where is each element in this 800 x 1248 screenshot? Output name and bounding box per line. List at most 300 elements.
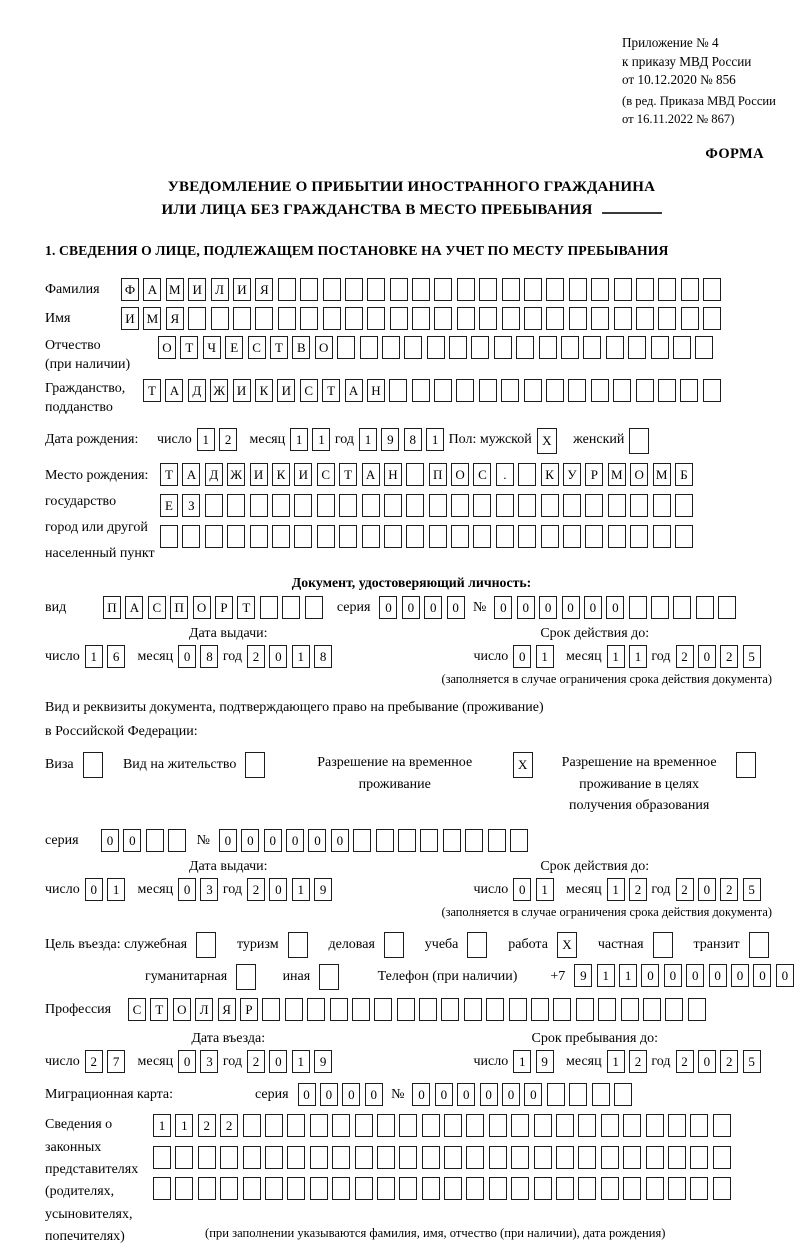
char-box-filled[interactable]: И [294, 463, 312, 486]
char-box-empty[interactable] [332, 1177, 350, 1200]
char-box-filled[interactable]: Т [160, 463, 178, 486]
char-box-empty[interactable] [390, 307, 408, 330]
char-box-empty[interactable] [643, 998, 661, 1021]
char-box-filled[interactable]: 5 [743, 645, 761, 668]
char-box-empty[interactable] [621, 998, 639, 1021]
char-box-empty[interactable] [673, 336, 691, 359]
char-box-filled[interactable]: 5 [743, 878, 761, 901]
given-name-input[interactable] [121, 307, 726, 330]
char-box-filled[interactable]: 0 [286, 829, 304, 852]
char-box-empty[interactable] [451, 494, 469, 517]
birth-place-row3-input[interactable] [160, 525, 697, 548]
char-box-filled[interactable]: Л [211, 278, 229, 301]
char-box-empty[interactable] [578, 1146, 596, 1169]
char-box-empty[interactable] [623, 1114, 641, 1137]
char-box-filled[interactable]: О [193, 596, 211, 619]
char-box-empty[interactable] [629, 596, 647, 619]
char-box-empty[interactable] [665, 998, 683, 1021]
char-box-empty[interactable] [553, 998, 571, 1021]
purpose-official-checkbox[interactable] [196, 932, 220, 958]
char-box-filled[interactable]: 0 [480, 1083, 498, 1106]
char-box-filled[interactable]: 9 [536, 1050, 554, 1073]
char-box-filled[interactable]: 1 [197, 428, 215, 451]
char-box-empty[interactable] [198, 1146, 216, 1169]
char-box-filled[interactable]: С [473, 463, 491, 486]
char-box-empty[interactable] [160, 525, 178, 548]
char-box-empty[interactable] [563, 525, 581, 548]
char-box-empty[interactable] [360, 336, 378, 359]
char-box-empty[interactable] [337, 336, 355, 359]
char-box-empty[interactable] [524, 307, 542, 330]
char-box-filled[interactable]: 1 [175, 1114, 193, 1137]
char-box-empty[interactable] [345, 278, 363, 301]
char-box-empty[interactable] [153, 1177, 171, 1200]
char-box-filled[interactable]: М [608, 463, 626, 486]
char-box-empty[interactable] [339, 494, 357, 517]
char-box-empty[interactable] [227, 525, 245, 548]
char-box-empty[interactable] [352, 998, 370, 1021]
char-box-empty[interactable] [384, 932, 404, 958]
char-box-empty[interactable] [601, 1146, 619, 1169]
char-box-empty[interactable] [703, 307, 721, 330]
char-box-empty[interactable] [399, 1177, 417, 1200]
char-box-filled[interactable]: Е [160, 494, 178, 517]
char-box-empty[interactable] [451, 525, 469, 548]
purpose-work-checkbox[interactable] [557, 932, 581, 958]
char-box-empty[interactable] [511, 1114, 529, 1137]
char-box-filled[interactable]: 1 [607, 1050, 625, 1073]
char-box-filled[interactable]: 0 [664, 964, 682, 987]
char-box-filled[interactable]: П [103, 596, 121, 619]
char-box-filled[interactable]: Я [218, 998, 236, 1021]
birth-place-row1-input[interactable] [160, 463, 697, 486]
char-box-filled[interactable]: 0 [264, 829, 282, 852]
char-box-filled[interactable]: М [143, 307, 161, 330]
char-box-empty[interactable] [511, 1177, 529, 1200]
char-box-empty[interactable] [362, 525, 380, 548]
char-box-filled[interactable]: 0 [178, 1050, 196, 1073]
char-box-filled[interactable]: 0 [308, 829, 326, 852]
char-box-filled[interactable]: 1 [607, 645, 625, 668]
char-box-filled[interactable]: 2 [220, 1114, 238, 1137]
char-box-empty[interactable] [556, 1114, 574, 1137]
char-box-empty[interactable] [713, 1146, 731, 1169]
char-box-filled[interactable]: 0 [101, 829, 119, 852]
char-box-filled[interactable]: Я [255, 278, 273, 301]
char-box-empty[interactable] [614, 278, 632, 301]
char-box-empty[interactable] [245, 752, 265, 778]
char-box-empty[interactable] [608, 494, 626, 517]
char-box-filled[interactable]: Ж [210, 379, 228, 402]
char-box-empty[interactable] [541, 494, 559, 517]
char-box-empty[interactable] [736, 752, 756, 778]
char-box-empty[interactable] [703, 379, 721, 402]
char-box-empty[interactable] [576, 998, 594, 1021]
char-box-filled[interactable]: 9 [314, 1050, 332, 1073]
char-box-filled[interactable]: 2 [629, 1050, 647, 1073]
char-box-filled[interactable]: 0 [269, 1050, 287, 1073]
visa-checkbox[interactable] [83, 752, 107, 778]
char-box-empty[interactable] [546, 379, 564, 402]
char-box-empty[interactable] [583, 336, 601, 359]
char-box-filled[interactable]: Ж [227, 463, 245, 486]
char-box-filled[interactable]: 0 [379, 596, 397, 619]
patronymic-input[interactable] [158, 336, 718, 359]
char-box-empty[interactable] [471, 336, 489, 359]
char-box-empty[interactable] [502, 278, 520, 301]
char-box-empty[interactable] [578, 1177, 596, 1200]
expiry-year-input[interactable] [676, 878, 766, 901]
char-box-empty[interactable] [502, 307, 520, 330]
char-box-empty[interactable] [658, 278, 676, 301]
char-box-empty[interactable] [355, 1114, 373, 1137]
mc-series-input[interactable] [298, 1083, 388, 1106]
phone-input[interactable] [574, 964, 798, 987]
char-box-empty[interactable] [601, 1177, 619, 1200]
char-box-filled[interactable]: 0 [513, 645, 531, 668]
char-box-empty[interactable] [317, 525, 335, 548]
char-box-empty[interactable] [355, 1146, 373, 1169]
char-box-empty[interactable] [317, 494, 335, 517]
char-box-filled[interactable]: 2 [676, 1050, 694, 1073]
char-box-empty[interactable] [265, 1114, 283, 1137]
char-box-empty[interactable] [668, 1114, 686, 1137]
char-box-empty[interactable] [466, 1146, 484, 1169]
expiry-day-input[interactable] [513, 645, 558, 668]
temp-permit-checkbox[interactable] [513, 752, 537, 778]
char-box-empty[interactable] [188, 307, 206, 330]
stay-month-input[interactable] [607, 1050, 652, 1073]
char-box-filled[interactable]: 0 [517, 596, 535, 619]
char-box-filled[interactable]: А [345, 379, 363, 402]
char-box-empty[interactable] [556, 1177, 574, 1200]
char-box-empty[interactable] [377, 1114, 395, 1137]
char-box-empty[interactable] [323, 307, 341, 330]
char-box-empty[interactable] [390, 278, 408, 301]
char-box-filled[interactable]: 0 [709, 964, 727, 987]
char-box-filled[interactable]: Т [322, 379, 340, 402]
char-box-empty[interactable] [182, 525, 200, 548]
char-box-filled[interactable]: 2 [198, 1114, 216, 1137]
char-box-empty[interactable] [465, 829, 483, 852]
char-box-filled[interactable]: П [429, 463, 447, 486]
char-box-empty[interactable] [362, 494, 380, 517]
purpose-private-checkbox[interactable] [653, 932, 677, 958]
char-box-empty[interactable] [300, 278, 318, 301]
char-box-empty[interactable] [205, 494, 223, 517]
char-box-empty[interactable] [531, 998, 549, 1021]
mc-number-input[interactable] [412, 1083, 636, 1106]
char-box-empty[interactable] [272, 525, 290, 548]
char-box-filled[interactable]: 1 [359, 428, 377, 451]
char-box-empty[interactable] [307, 998, 325, 1021]
purpose-study-checkbox[interactable] [467, 932, 491, 958]
char-box-empty[interactable] [243, 1177, 261, 1200]
char-box-filled[interactable]: У [563, 463, 581, 486]
char-box-empty[interactable] [653, 525, 671, 548]
char-box-empty[interactable] [406, 525, 424, 548]
char-box-filled[interactable]: Т [339, 463, 357, 486]
char-box-empty[interactable] [285, 998, 303, 1021]
char-box-filled[interactable]: Т [150, 998, 168, 1021]
edu-permit-checkbox[interactable] [736, 752, 760, 778]
char-box-empty[interactable] [636, 307, 654, 330]
char-box-filled[interactable]: И [233, 278, 251, 301]
char-box-filled[interactable]: 0 [365, 1083, 383, 1106]
char-box-filled[interactable]: И [277, 379, 295, 402]
char-box-empty[interactable] [332, 1114, 350, 1137]
char-box-empty[interactable] [494, 336, 512, 359]
char-box-empty[interactable] [690, 1177, 708, 1200]
char-box-filled[interactable]: 0 [402, 596, 420, 619]
birth-year-input[interactable] [359, 428, 449, 451]
char-box-filled[interactable]: И [233, 379, 251, 402]
char-box-empty[interactable] [406, 494, 424, 517]
char-box-empty[interactable] [629, 428, 649, 454]
char-box-filled[interactable]: И [121, 307, 139, 330]
char-box-filled[interactable]: 8 [200, 645, 218, 668]
char-box-filled[interactable]: 2 [720, 1050, 738, 1073]
char-box-empty[interactable] [524, 278, 542, 301]
char-box-empty[interactable] [198, 1177, 216, 1200]
char-box-empty[interactable] [516, 336, 534, 359]
char-box-empty[interactable] [376, 829, 394, 852]
char-box-empty[interactable] [696, 596, 714, 619]
char-box-filled[interactable]: Т [270, 336, 288, 359]
char-box-filled[interactable]: Т [180, 336, 198, 359]
char-box-empty[interactable] [278, 307, 296, 330]
char-box-empty[interactable] [546, 307, 564, 330]
char-box-empty[interactable] [630, 525, 648, 548]
char-box-empty[interactable] [690, 1146, 708, 1169]
char-box-empty[interactable] [623, 1177, 641, 1200]
char-box-empty[interactable] [646, 1114, 664, 1137]
char-box-empty[interactable] [675, 525, 693, 548]
expiry-month-input[interactable] [607, 878, 652, 901]
profession-input[interactable] [128, 998, 710, 1021]
char-box-empty[interactable] [444, 1177, 462, 1200]
char-box-empty[interactable] [658, 379, 676, 402]
char-box-empty[interactable] [384, 494, 402, 517]
char-box-empty[interactable] [399, 1146, 417, 1169]
char-box-empty[interactable] [511, 1146, 529, 1169]
char-box-empty[interactable] [473, 494, 491, 517]
char-box-filled[interactable]: 0 [219, 829, 237, 852]
char-box-empty[interactable] [518, 494, 536, 517]
char-box-filled[interactable]: П [170, 596, 188, 619]
char-box-empty[interactable] [310, 1146, 328, 1169]
char-box-filled[interactable]: 1 [85, 645, 103, 668]
char-box-empty[interactable] [422, 1177, 440, 1200]
char-box-empty[interactable] [399, 1114, 417, 1137]
purpose-humanitarian-checkbox[interactable] [236, 964, 260, 990]
char-box-empty[interactable] [690, 1114, 708, 1137]
stay-year-input[interactable] [676, 1050, 766, 1073]
char-box-filled[interactable]: 0 [412, 1083, 430, 1106]
char-box-filled[interactable]: С [128, 998, 146, 1021]
char-box-filled[interactable]: X [537, 428, 557, 454]
char-box-filled[interactable]: Р [240, 998, 258, 1021]
char-box-empty[interactable] [305, 596, 323, 619]
char-box-filled[interactable]: 9 [314, 878, 332, 901]
issue-month-input[interactable] [178, 878, 223, 901]
char-box-filled[interactable]: Л [195, 998, 213, 1021]
char-box-filled[interactable]: К [272, 463, 290, 486]
char-box-empty[interactable] [489, 1146, 507, 1169]
issue-year-input[interactable] [247, 878, 337, 901]
char-box-empty[interactable] [681, 278, 699, 301]
purpose-business-checkbox[interactable] [384, 932, 408, 958]
char-box-empty[interactable] [568, 379, 586, 402]
char-box-empty[interactable] [278, 278, 296, 301]
char-box-empty[interactable] [412, 307, 430, 330]
char-box-filled[interactable]: Р [585, 463, 603, 486]
char-box-filled[interactable]: С [148, 596, 166, 619]
char-box-filled[interactable]: 0 [562, 596, 580, 619]
char-box-empty[interactable] [456, 379, 474, 402]
char-box-empty[interactable] [457, 307, 475, 330]
char-box-empty[interactable] [404, 336, 422, 359]
char-box-empty[interactable] [556, 1146, 574, 1169]
char-box-filled[interactable]: 2 [85, 1050, 103, 1073]
char-box-empty[interactable] [510, 829, 528, 852]
char-box-empty[interactable] [236, 964, 256, 990]
char-box-empty[interactable] [680, 379, 698, 402]
char-box-empty[interactable] [585, 525, 603, 548]
char-box-filled[interactable]: 0 [698, 878, 716, 901]
char-box-filled[interactable]: 0 [524, 1083, 542, 1106]
char-box-filled[interactable]: Н [384, 463, 402, 486]
char-box-empty[interactable] [614, 1083, 632, 1106]
char-box-empty[interactable] [534, 1146, 552, 1169]
char-box-filled[interactable]: М [166, 278, 184, 301]
issue-year-input[interactable] [247, 645, 337, 668]
residence-permit-checkbox[interactable] [245, 752, 269, 778]
char-box-empty[interactable] [287, 1177, 305, 1200]
char-box-empty[interactable] [233, 307, 251, 330]
char-box-filled[interactable]: И [250, 463, 268, 486]
entry-day-input[interactable] [85, 1050, 130, 1073]
char-box-empty[interactable] [673, 596, 691, 619]
char-box-filled[interactable]: 0 [539, 596, 557, 619]
char-box-empty[interactable] [489, 1177, 507, 1200]
char-box-filled[interactable]: 0 [342, 1083, 360, 1106]
char-box-empty[interactable] [601, 1114, 619, 1137]
char-box-empty[interactable] [429, 494, 447, 517]
char-box-empty[interactable] [282, 596, 300, 619]
char-box-filled[interactable]: 9 [574, 964, 592, 987]
char-box-filled[interactable]: С [248, 336, 266, 359]
purpose-other-checkbox[interactable] [319, 964, 343, 990]
char-box-empty[interactable] [534, 1177, 552, 1200]
char-box-empty[interactable] [466, 1177, 484, 1200]
char-box-filled[interactable]: 1 [513, 1050, 531, 1073]
char-box-filled[interactable]: 0 [698, 1050, 716, 1073]
char-box-filled[interactable]: С [300, 379, 318, 402]
char-box-filled[interactable]: 0 [178, 645, 196, 668]
residence-series-input[interactable] [101, 829, 191, 852]
char-box-filled[interactable]: 1 [607, 878, 625, 901]
char-box-empty[interactable] [651, 596, 669, 619]
char-box-filled[interactable]: 0 [513, 878, 531, 901]
char-box-empty[interactable] [585, 494, 603, 517]
char-box-filled[interactable]: 1 [312, 428, 330, 451]
char-box-empty[interactable] [211, 307, 229, 330]
char-box-empty[interactable] [466, 1114, 484, 1137]
char-box-empty[interactable] [479, 278, 497, 301]
char-box-empty[interactable] [591, 278, 609, 301]
char-box-empty[interactable] [591, 379, 609, 402]
char-box-filled[interactable]: 9 [381, 428, 399, 451]
char-box-empty[interactable] [606, 336, 624, 359]
char-box-empty[interactable] [434, 379, 452, 402]
char-box-empty[interactable] [563, 494, 581, 517]
sex-female-checkbox[interactable] [629, 428, 653, 454]
char-box-filled[interactable]: Д [205, 463, 223, 486]
char-box-filled[interactable]: А [143, 278, 161, 301]
char-box-filled[interactable]: 6 [107, 645, 125, 668]
char-box-empty[interactable] [444, 1114, 462, 1137]
char-box-empty[interactable] [598, 998, 616, 1021]
char-box-empty[interactable] [546, 278, 564, 301]
char-box-empty[interactable] [220, 1177, 238, 1200]
char-box-filled[interactable]: 0 [123, 829, 141, 852]
char-box-filled[interactable]: 1 [597, 964, 615, 987]
char-box-empty[interactable] [367, 307, 385, 330]
char-box-empty[interactable] [675, 494, 693, 517]
char-box-empty[interactable] [323, 278, 341, 301]
char-box-filled[interactable]: 0 [85, 878, 103, 901]
char-box-empty[interactable] [310, 1177, 328, 1200]
char-box-empty[interactable] [427, 336, 445, 359]
char-box-filled[interactable]: 0 [494, 596, 512, 619]
char-box-filled[interactable]: 5 [743, 1050, 761, 1073]
char-box-empty[interactable] [175, 1177, 193, 1200]
char-box-filled[interactable]: 0 [641, 964, 659, 987]
char-box-empty[interactable] [83, 752, 103, 778]
char-box-filled[interactable]: 1 [292, 1050, 310, 1073]
char-box-empty[interactable] [653, 932, 673, 958]
char-box-empty[interactable] [441, 998, 459, 1021]
char-box-filled[interactable]: 0 [776, 964, 794, 987]
char-box-empty[interactable] [419, 998, 437, 1021]
char-box-empty[interactable] [220, 1146, 238, 1169]
representatives-row3-input[interactable] [153, 1177, 735, 1200]
char-box-empty[interactable] [467, 932, 487, 958]
char-box-filled[interactable]: 3 [200, 878, 218, 901]
citizenship-input[interactable] [143, 379, 725, 402]
char-box-empty[interactable] [332, 1146, 350, 1169]
char-box-empty[interactable] [319, 964, 339, 990]
char-box-filled[interactable]: 1 [629, 645, 647, 668]
char-box-filled[interactable]: М [653, 463, 671, 486]
char-box-empty[interactable] [444, 1146, 462, 1169]
char-box-filled[interactable]: Н [367, 379, 385, 402]
char-box-empty[interactable] [547, 1083, 565, 1106]
char-box-empty[interactable] [420, 829, 438, 852]
char-box-filled[interactable]: О [158, 336, 176, 359]
char-box-filled[interactable]: 1 [292, 878, 310, 901]
char-box-empty[interactable] [646, 1177, 664, 1200]
char-box-empty[interactable] [681, 307, 699, 330]
char-box-filled[interactable]: 0 [731, 964, 749, 987]
char-box-empty[interactable] [614, 307, 632, 330]
char-box-filled[interactable]: С [317, 463, 335, 486]
char-box-filled[interactable]: Д [188, 379, 206, 402]
char-box-empty[interactable] [443, 829, 461, 852]
char-box-filled[interactable]: В [292, 336, 310, 359]
char-box-empty[interactable] [272, 494, 290, 517]
